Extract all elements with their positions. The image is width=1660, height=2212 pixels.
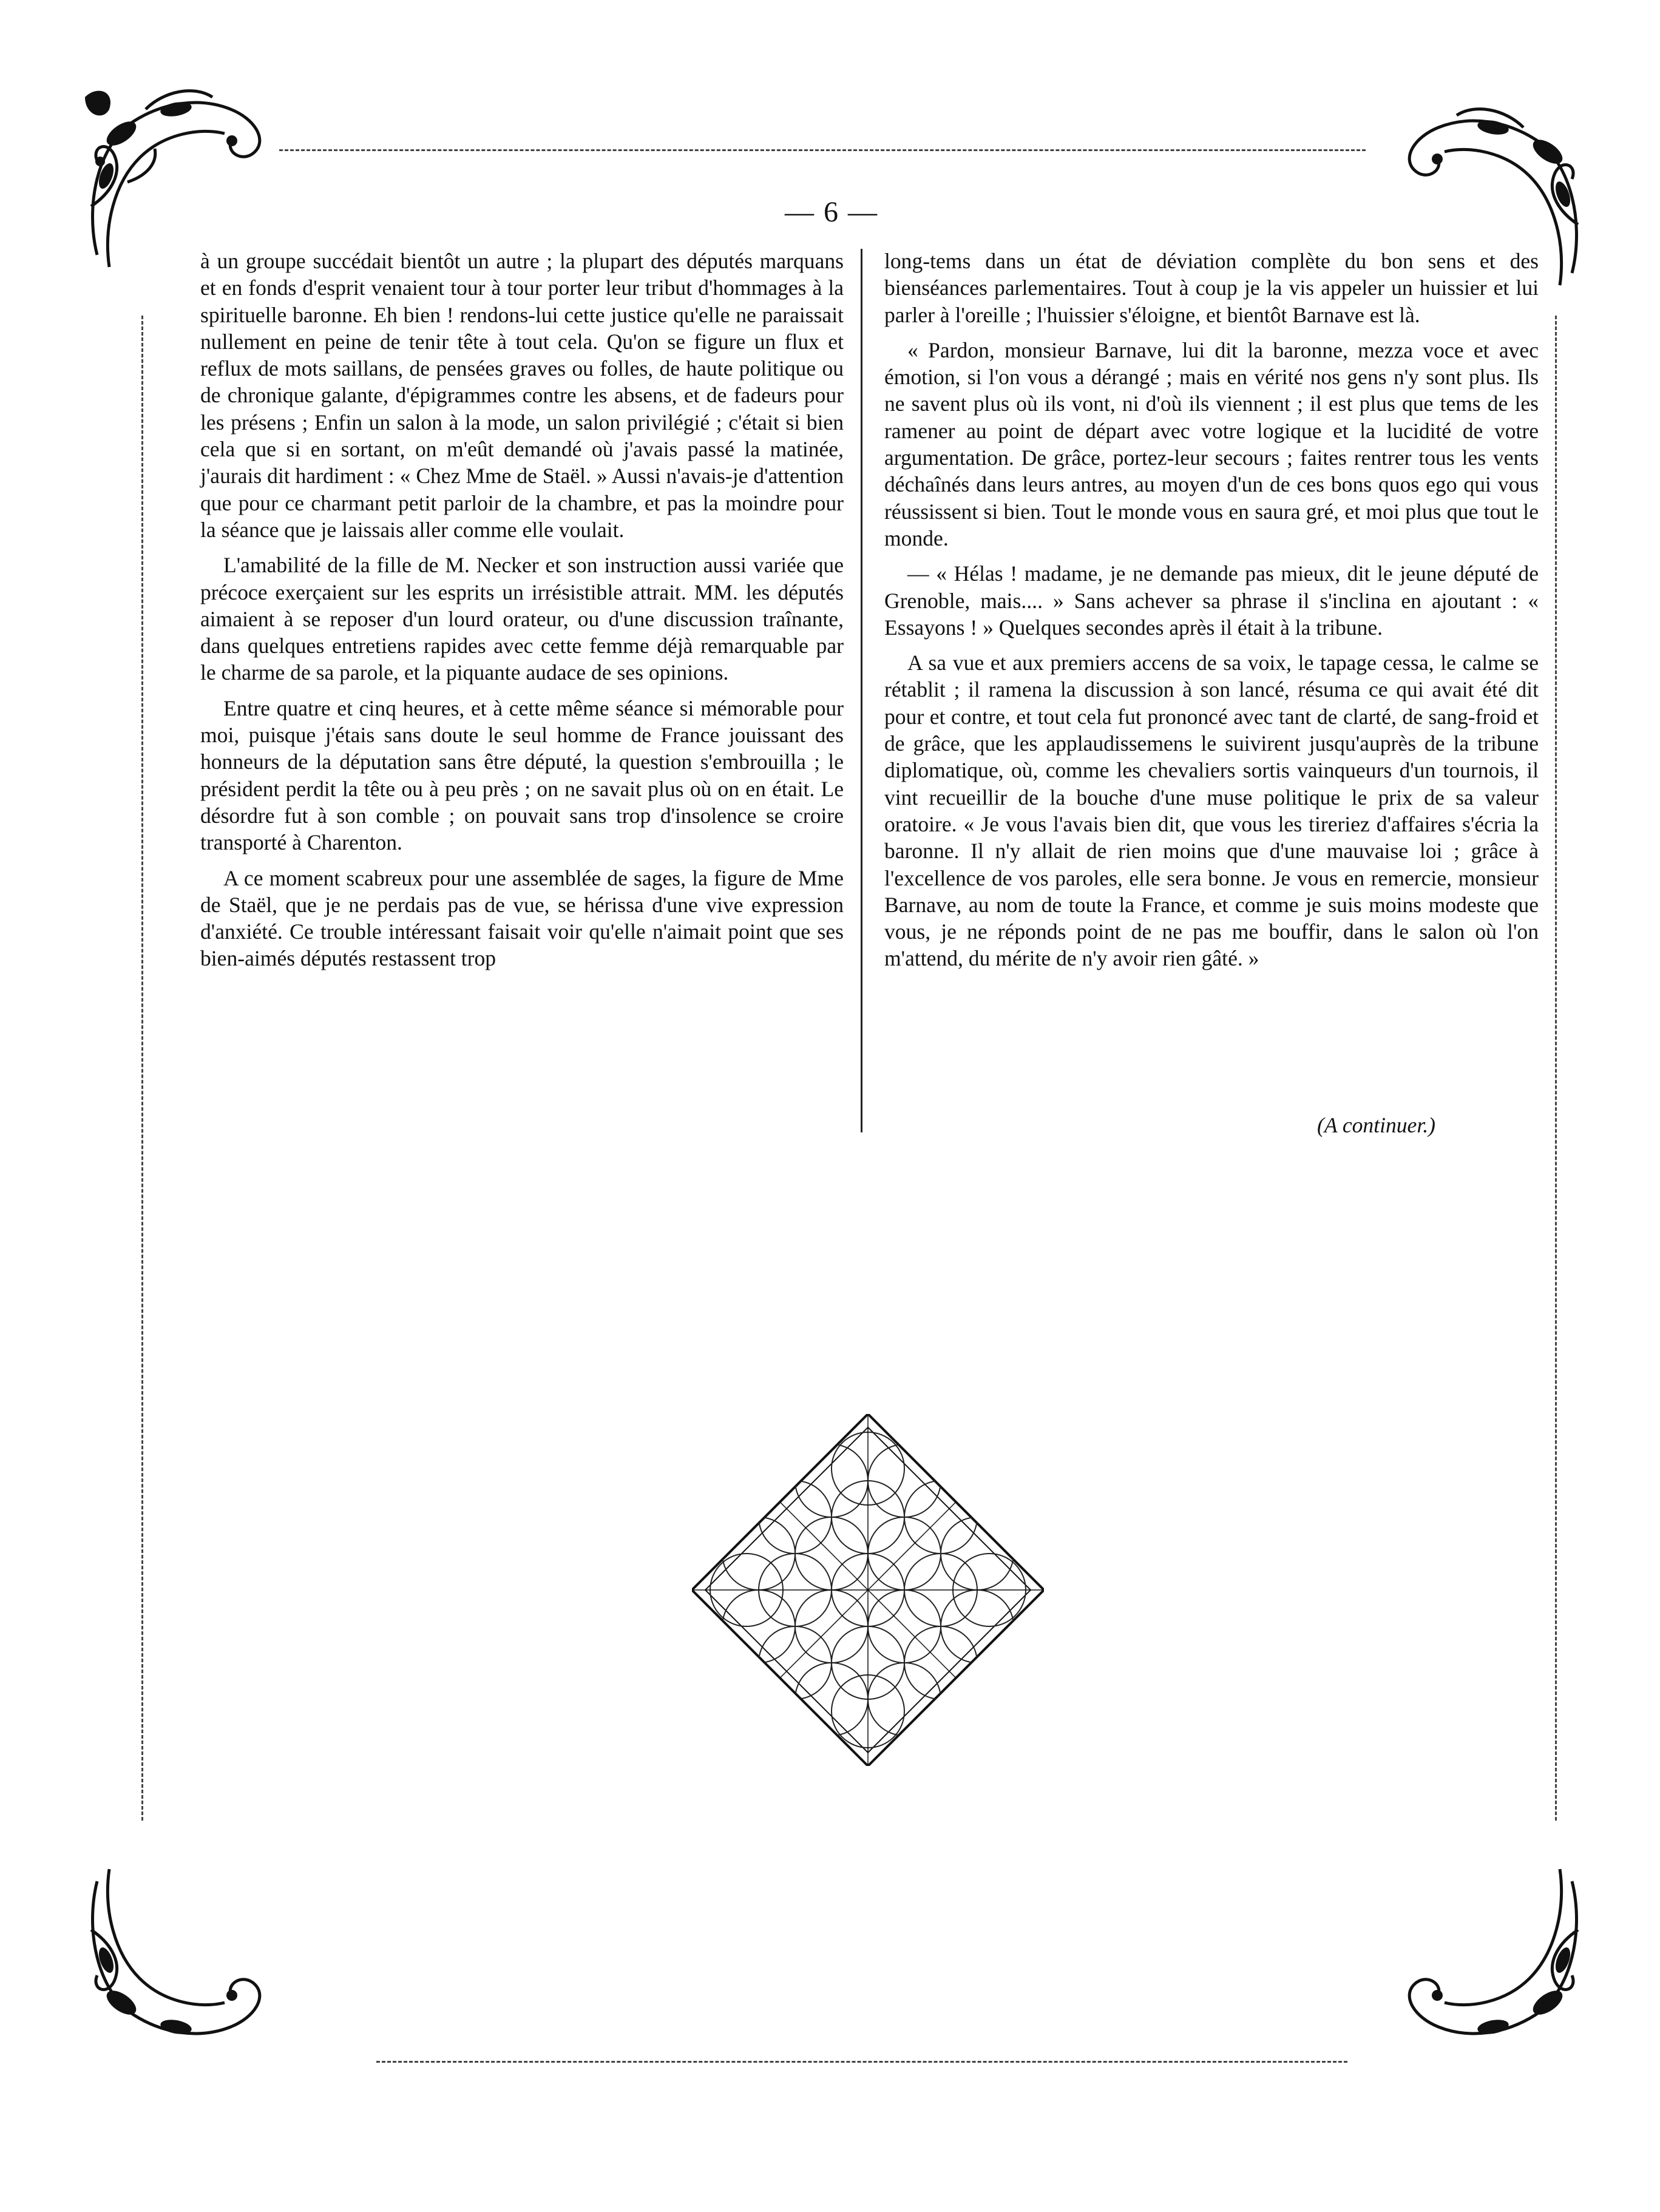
column-divider	[861, 249, 862, 1132]
frame-border-right	[1555, 316, 1557, 1821]
frame-border-left	[141, 316, 143, 1821]
frame-border-bottom	[376, 2061, 1347, 2063]
paragraph: Entre quatre et cinq heures, et à cette même séance si mémorable pour moi, puisque j'étais sans doute le seul homme de France jouissant des honneurs de la députation sans être député, la question s'embrouilla ; le président perdit la tête ou à peu près ; on ne savait plus où on en était. Le désordre fut à son comble ; on pouvait sans trop d'insolence se croire transporté à Charenton.	[200, 695, 844, 855]
frame-border-top	[279, 149, 1366, 151]
paragraph: long-tems dans un état de déviation complète du bon sens et des bienséances parlementaires. Tout à coup je la vis appeler un huissier et lui parler à l'oreille ; l'huissier s'éloigne, et bientôt Barnave est là.	[884, 249, 1539, 327]
text-column-right	[884, 248, 1539, 972]
paragraph: A sa vue et aux premiers accens de sa voix, le tapage cessa, le calme se rétablit ; il ramena la discussion à son lancé, résuma ce qui avait été dit pour et contre, et tout cela fut prononcé avec tant de clarté, de sang-froid et de grâce, que les applaudissemens le suivirent jusqu'auprès de la tribune diplomatique, où, comme les chevaliers sortis vainqueurs d'un tournois, il vint recueillir de la bouche d'une muse politique le prix de sa valeur oratoire. « Je vous l'avais bien dit, que vous les tireriez d'affaires s'écria la baronne. Il n'y allait de rien moins que d'une mauvaise loi ; grâce à l'excellence de vos paroles, elle sera bonne. Je vous en remercie, monsieur Barnave, au nom de toute la France, et comme je suis moins modeste que vous, je ne réponds point de ne pas me bouffir, dans le salon où l'on m'attend, du mérite de n'y avoir rien gâté. »	[884, 651, 1539, 971]
lace-diamond-icon	[692, 1414, 1044, 1766]
text-column-left	[200, 248, 844, 972]
continuation-note: (A continuer.)	[1317, 1113, 1435, 1137]
paragraph: à un groupe succédait bientôt un autre ; la plupart des députés marquans et en fonds d'esprit venaient tour à tour porter leur tribut d'hommages à la spirituelle baronne. Eh bien ! rendons-lui cette justice qu'elle ne paraissait nullement en peine de tenir tête à tout cela. Qu'on se figure un flux et reflux de mots saillans, de pensées graves ou folles, de haute politique ou de chronique galante, d'épigrammes contre les absens, et de fadeurs pour les présens ; Enfin un salon à la mode, un salon privilégié ; c'était si bien cela que si en sortant, on m'eût demandé où j'avais passé la matinée, j'aurais dit hardiment : « Chez Mme de Staël. » Aussi n'avais-je d'attention que pour ce charmant petit parloir de la chambre, et pas la moindre pour la séance que je laissais aller comme elle voulait.	[200, 249, 844, 542]
paragraph: « Pardon, monsieur Barnave, lui dit la baronne, mezza voce et avec émotion, si l'on vous a dérangé ; mais en vérité nos gens n'y sont plus. Ils ne savent plus où ils vont, ni d'où ils viennent ; il est plus que tems de les ramener au point de départ avec votre logique et la lucidité de votre argumentation. De grâce, portez-leur secours ; faites rentrer tous les vents déchaînés dans leurs antres, au moyen d'un de ces bons quos ego qui vous réussissent si bien. Tout le monde vous en saura gré, et moi plus que tout le monde.	[884, 337, 1539, 550]
paragraph: A ce moment scabreux pour une assemblée de sages, la figure de Mme de Staël, que je ne perdais pas de vue, se hérissa d'une vive expression d'anxiété. Ce trouble intéressant faisait voir qu'elle n'aimait point que ses bien-aimés députés restassent trop	[200, 865, 844, 971]
corner-scroll-ornament-icon	[73, 1857, 279, 2063]
corner-scroll-ornament-icon	[1390, 1857, 1596, 2063]
paragraph: — « Hélas ! madame, je ne demande pas mieux, dit le jeune député de Grenoble, mais.... » Sans achever sa phrase il s'inclina en ajoutant : « Essayons ! » Quelques secondes après il était à la tribune.	[884, 561, 1539, 640]
page-number: — 6 —	[785, 196, 878, 228]
paragraph: L'amabilité de la fille de M. Necker et son instruction aussi variée que précoce exerçaient sur les esprits un irrésistible attrait. MM. les députés aimaient à se reposer d'un lourd orateur, ou d'une discussion traînante, dans quelques entretiens rapides avec cette femme déjà remarquable par le charme de sa parole, et la piquante audace de ses opinions.	[200, 553, 844, 685]
